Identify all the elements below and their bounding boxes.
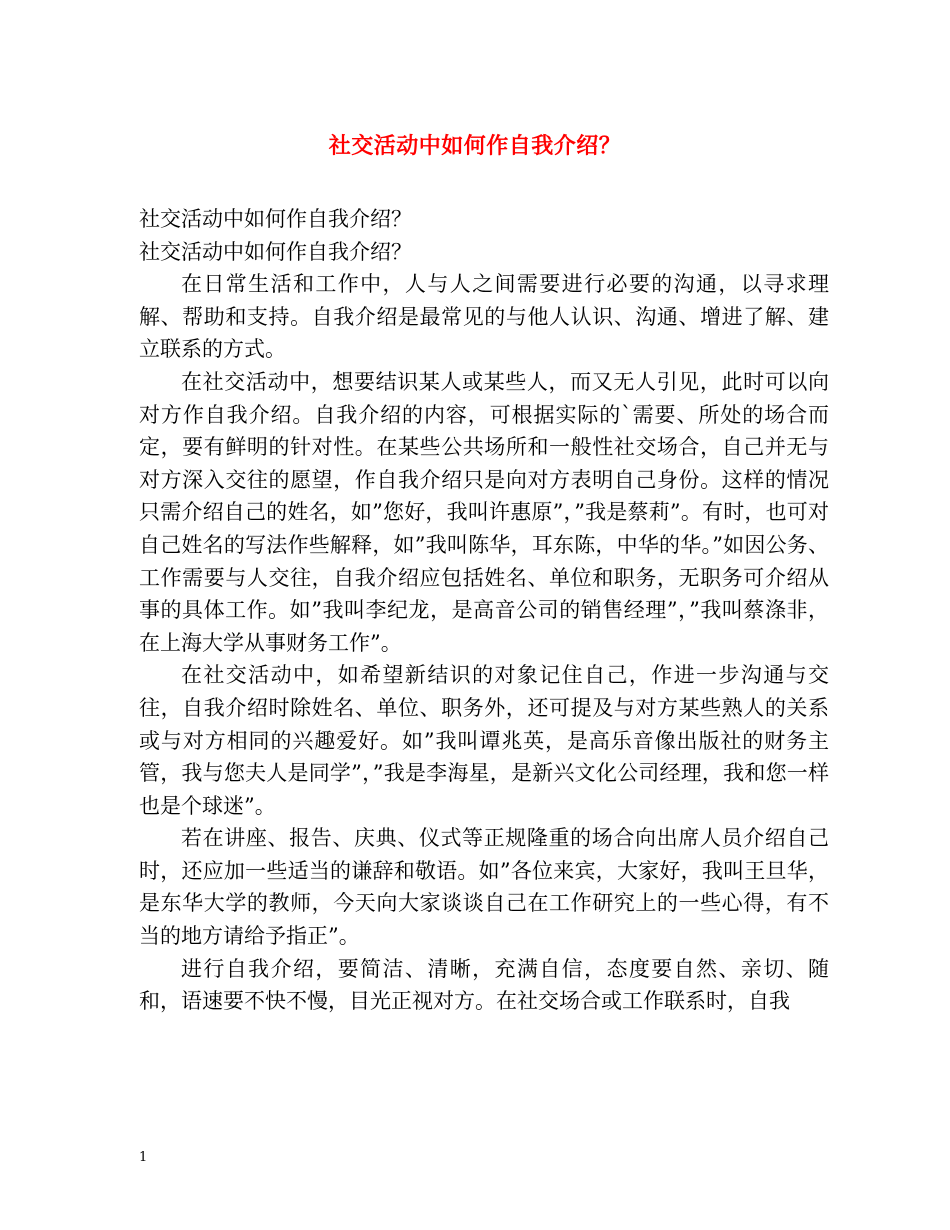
page-number: 1: [139, 1150, 148, 1165]
body-paragraph: 在社交活动中，如希望新结识的对象记住自己，作进一步沟通与交往，自我介绍时除姓名、单位、职务外，还可提及与对方某些熟人的关系或与对方相同的兴趣爱好。如”我叫谭兆英，是高乐音像出版社的财务主管，我与您夫人是同学”，”我是李海星，是新兴文化公司经理，我和您一样也是个球迷”。: [139, 663, 829, 818]
body-paragraph: 进行自我介绍，要简洁、清晰，充满自信，态度要自然、亲切、随和，语速要不快不慢，目光正视对方。在社交场合或工作联系时，自我: [139, 956, 829, 1014]
document-title: 社交活动中如何作自我介绍？: [328, 133, 622, 159]
document-body: [139, 203, 829, 1018]
body-paragraph: 在日常生活和工作中，人与人之间需要进行必要的沟通，以寻求理解、帮助和支持。自我介绍是最常见的与他人认识、沟通、增进了解、建立联系的方式。: [139, 272, 829, 362]
subtitle-line: 社交活动中如何作自我介绍？: [139, 207, 412, 231]
subtitle-line: 社交活动中如何作自我介绍？: [139, 239, 412, 264]
body-paragraph: 若在讲座、报告、庆典、仪式等正规隆重的场合向出席人员介绍自己时，还应加一些适当的谦辞和敬语。如”各位来宾，大家好，我叫王旦华，是东华大学的教师，今天向大家谈谈自己在工作研究上的一些心得，有不当的地方请给予指正”。: [139, 826, 829, 949]
body-paragraph: 在社交活动中，想要结识某人或某些人，而又无人引见，此时可以向对方作自我介绍。自我介绍的内容，可根据实际的`需要、所处的场合而定，要有鲜明的针对性。在某些公共场所和一般性社交场合，自己并无与对方深入交往的愿望，作自我介绍只是向对方表明自己身份。这样的情况只需介绍自己的姓名，如”您好，我叫许惠原”，”我是蔡莉”。有时，也可对自己姓名的写法作些解释，如”我叫陈华，耳东陈，中华的华。”如因公务、工作需要与人交往，自我介绍应包括姓名、单位和职务，无职务可介绍从事的具体工作。如”我叫李纪龙，是高音公司的销售经理”，”我叫蔡涤非，在上海大学从事财务工作”。: [139, 369, 829, 655]
